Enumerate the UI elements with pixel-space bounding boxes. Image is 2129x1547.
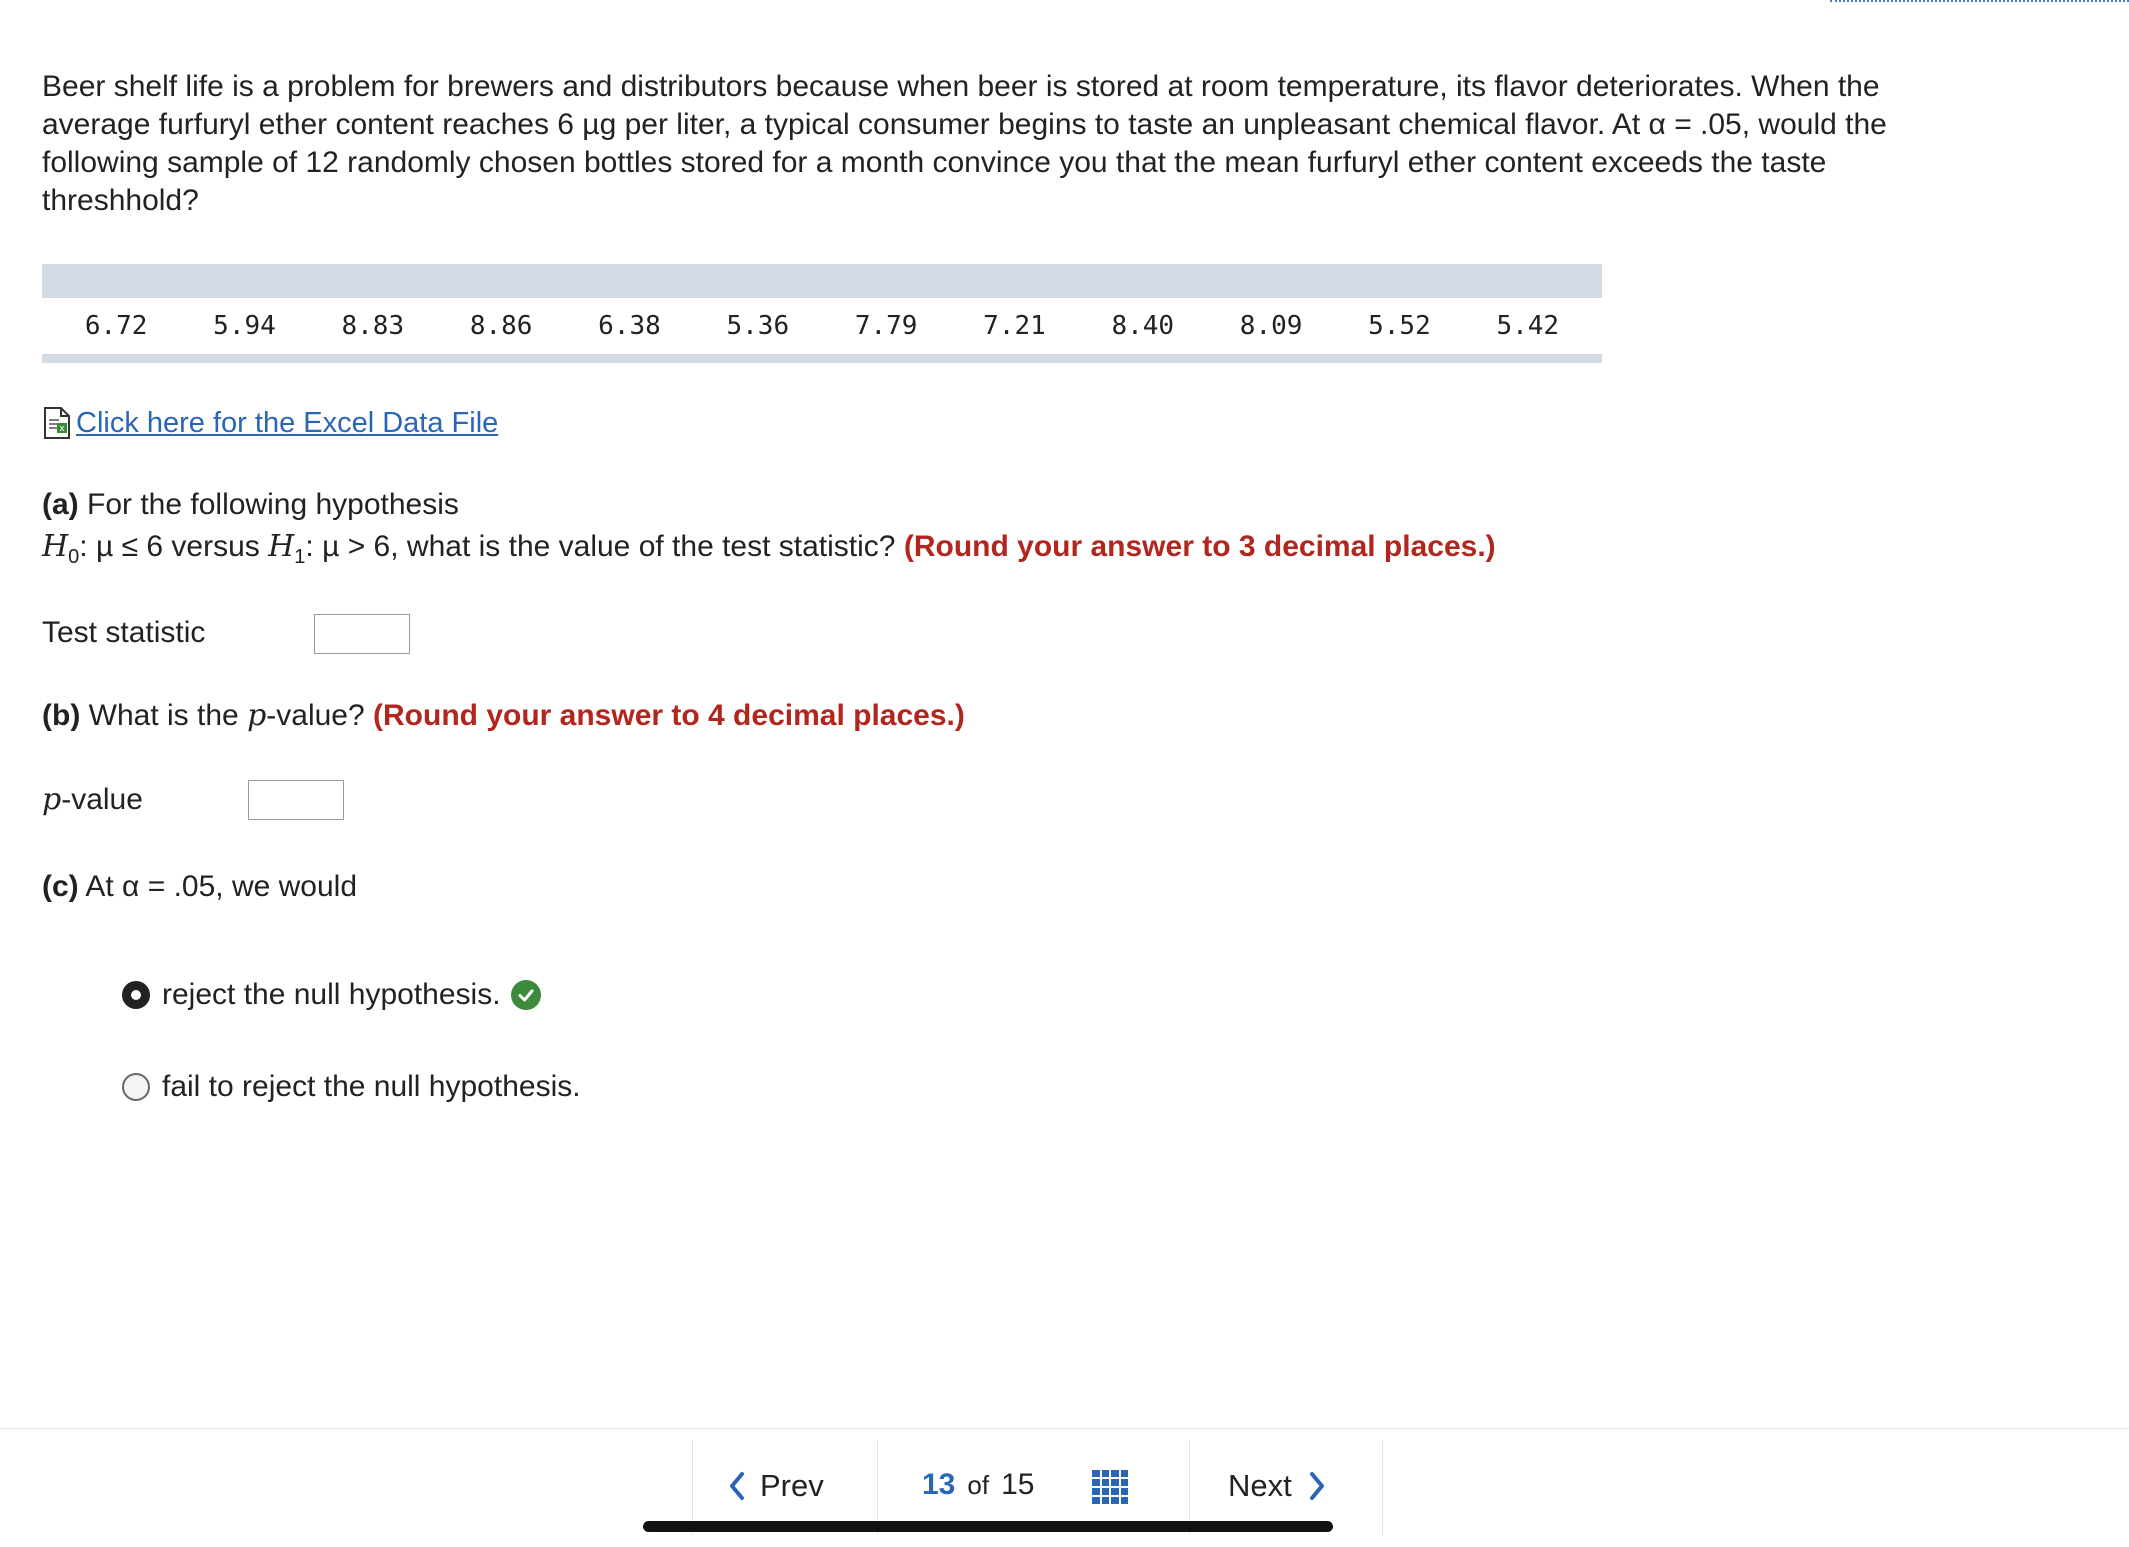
nav-separator xyxy=(1382,1440,1383,1535)
part-a-question xyxy=(42,484,1496,578)
table-bottom-rule xyxy=(42,354,1602,363)
option-reject[interactable] xyxy=(122,978,541,1012)
h0-symbol: H xyxy=(42,529,69,564)
option-fail-label[interactable]: fail to reject the null hypothesis. xyxy=(162,1070,581,1103)
sample-value-cell: 8.83 xyxy=(341,311,405,341)
p-value-label-p: p xyxy=(42,782,62,817)
part-c-tag: (c) xyxy=(42,870,79,903)
radio-selected[interactable] xyxy=(122,981,150,1009)
p-value-input[interactable] xyxy=(248,780,344,820)
part-c-text: At α = .05, we would xyxy=(85,870,358,903)
part-a-tag: (a) xyxy=(42,488,79,521)
sample-value-cell: 7.79 xyxy=(854,311,918,341)
prev-button[interactable] xyxy=(728,1468,824,1504)
sample-value-cell: 5.36 xyxy=(726,311,790,341)
sample-value-cell: 5.42 xyxy=(1496,311,1560,341)
h1-symbol: H xyxy=(268,529,295,564)
problem-statement: Beer shelf life is a problem for brewers and distributors because when beer is stored at room temperature, its flavor deteriorates. When the average furfuryl ether content reaches 6 µg per liter, a typical consumer begins to taste an unpleasant chemical flavor. At α = .05, would the following sample of 12 randomly chosen bottles stored for a month convince you that the mean furfuryl ether content exceeds the taste threshhold? xyxy=(42,70,1887,217)
part-c-question xyxy=(42,870,357,904)
table-values-row xyxy=(42,298,1602,354)
chevron-right-icon xyxy=(1308,1471,1326,1501)
check-circle-icon xyxy=(511,980,541,1010)
excel-file-icon xyxy=(42,406,72,440)
of-label: of xyxy=(967,1470,990,1500)
part-a-instruction: (Round your answer to 3 decimal places.) xyxy=(903,530,1496,563)
test-statistic-label: Test statistic xyxy=(42,616,206,649)
sample-value-cell: 8.09 xyxy=(1239,311,1303,341)
excel-data-link[interactable] xyxy=(42,406,498,440)
part-b-tag: (b) xyxy=(42,699,81,732)
p-value-label-rest: -value xyxy=(61,783,143,816)
top-dotted-divider xyxy=(1830,0,2129,2)
table-header-band xyxy=(42,264,1602,298)
test-statistic-input[interactable] xyxy=(314,614,410,654)
part-b-instruction: (Round your answer to 4 decimal places.) xyxy=(373,699,965,732)
part-a-intro: For the following hypothesis xyxy=(87,488,459,521)
prev-label[interactable]: Prev xyxy=(760,1468,824,1503)
footer-divider xyxy=(0,1428,2129,1429)
next-button[interactable] xyxy=(1228,1468,1326,1504)
page-indicator xyxy=(922,1468,1034,1502)
sample-value-cell: 8.40 xyxy=(1111,311,1175,341)
h1-text: : µ > 6, what is the value of the test statistic? xyxy=(305,530,896,563)
part-b-question-post: -value? xyxy=(266,699,365,732)
sample-value-cell: 7.21 xyxy=(983,311,1046,341)
sample-value-cell: 6.72 xyxy=(84,311,148,341)
part-b-question-pre: What is the xyxy=(88,699,248,732)
home-indicator-bar xyxy=(643,1521,1333,1532)
sample-value-cell: 8.86 xyxy=(469,311,533,341)
option-fail-to-reject[interactable] xyxy=(122,1070,581,1104)
h0-text: : µ ≤ 6 versus xyxy=(79,530,269,563)
part-b-question-p: p xyxy=(247,698,267,733)
chevron-left-icon xyxy=(728,1471,746,1501)
svg-text:x: x xyxy=(59,424,65,434)
total-pages: 15 xyxy=(1001,1468,1035,1501)
excel-link-label[interactable]: Click here for the Excel Data File xyxy=(76,406,499,439)
sample-value-cell: 6.38 xyxy=(598,311,661,341)
sample-data-table xyxy=(42,264,1602,363)
option-reject-label[interactable]: reject the null hypothesis. xyxy=(162,978,501,1011)
h0-subscript: 0 xyxy=(68,546,80,568)
next-label[interactable]: Next xyxy=(1228,1468,1292,1503)
p-value-label xyxy=(42,782,143,817)
h1-subscript: 1 xyxy=(294,546,306,568)
current-page: 13 xyxy=(922,1468,956,1501)
part-b-question xyxy=(42,698,965,733)
sample-value-cell: 5.94 xyxy=(213,311,276,341)
radio-unselected[interactable] xyxy=(122,1073,150,1101)
question-grid-icon[interactable] xyxy=(1092,1470,1128,1504)
sample-value-cell: 5.52 xyxy=(1368,311,1431,341)
